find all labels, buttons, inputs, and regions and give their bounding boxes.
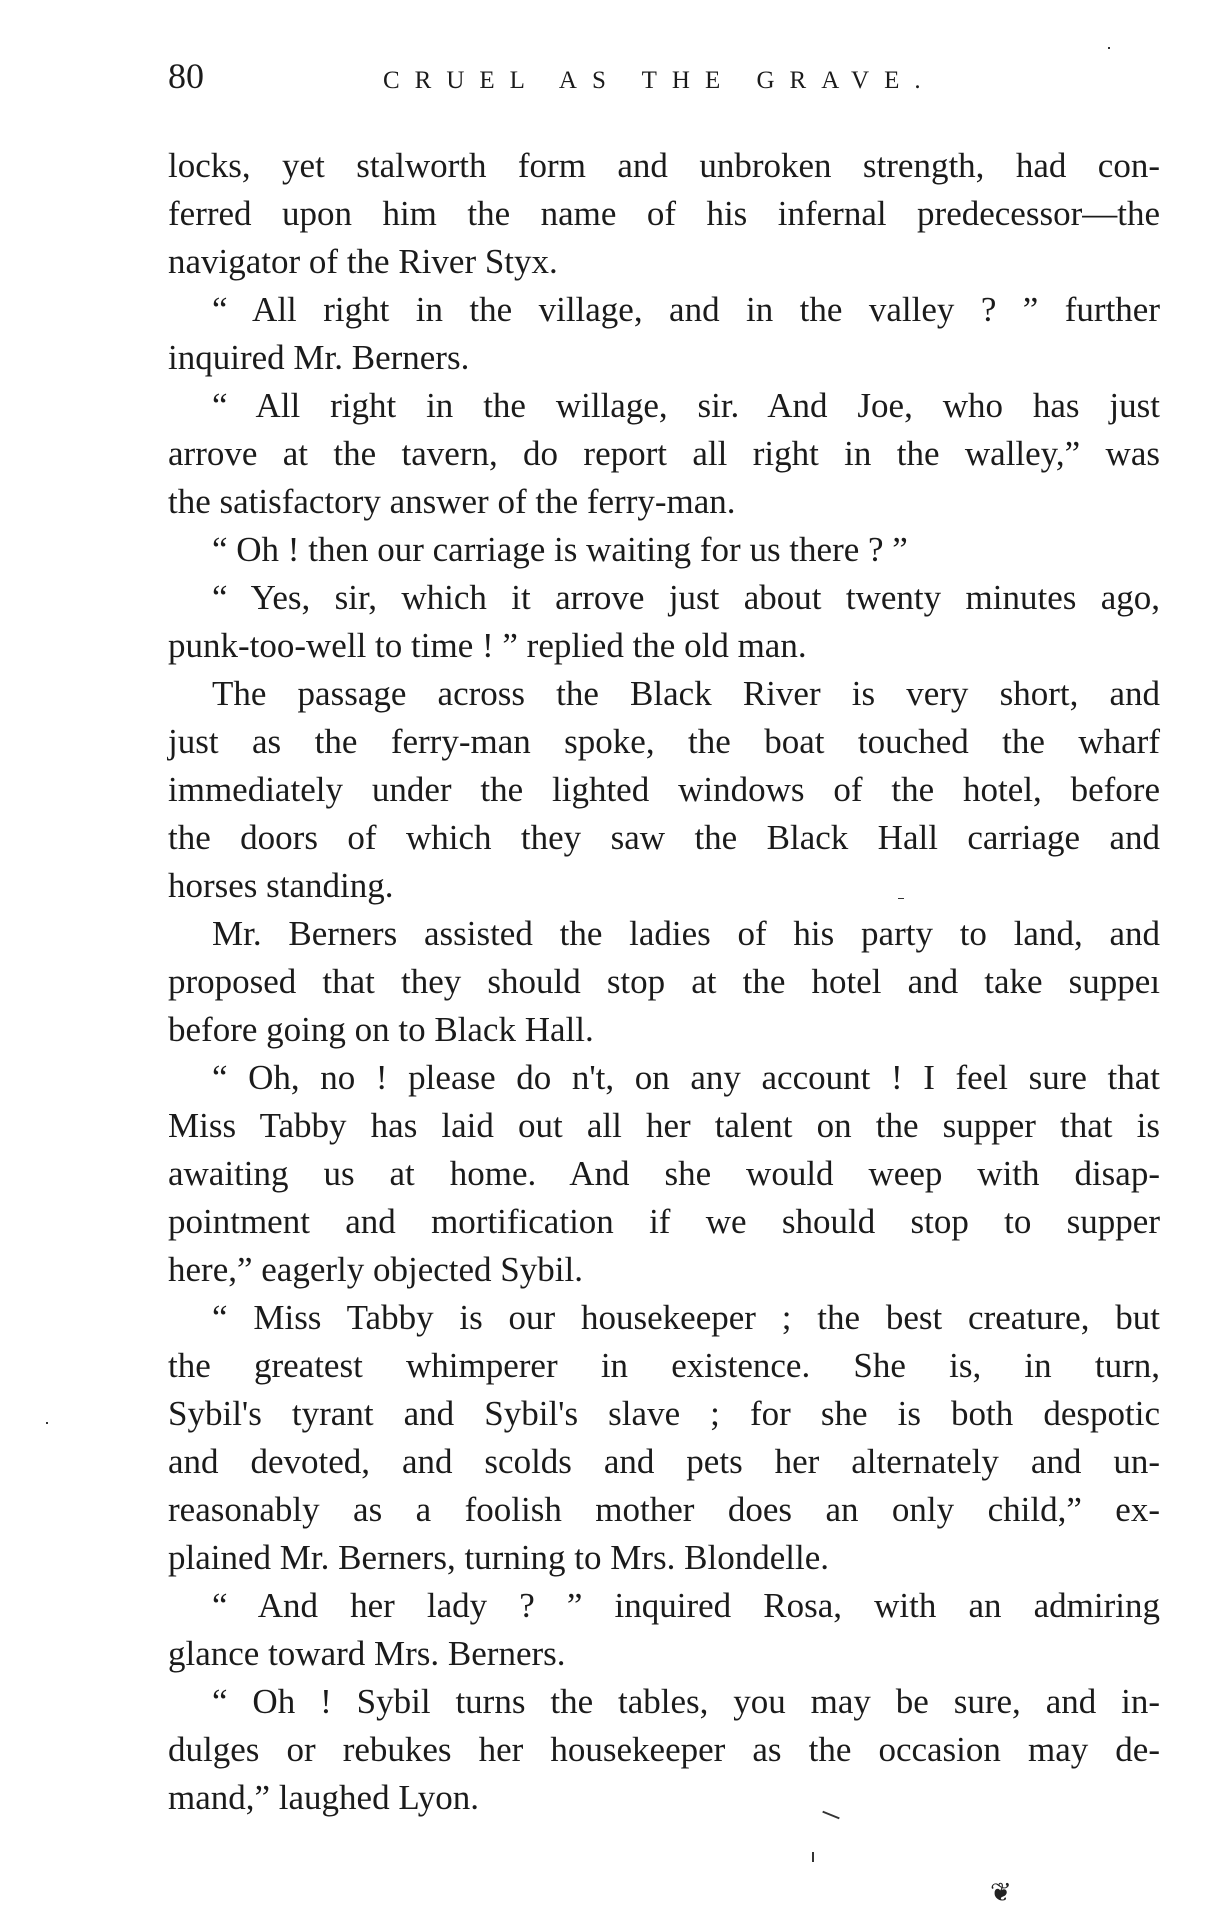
text-line: Sybil's tyrant and Sybil's slave ; for she is both despotic (168, 1394, 1160, 1433)
text-line: “ All right in the willage, sir. And Joe, who has just (212, 386, 1160, 425)
text-line: “ Oh ! then our carriage is waiting for us there ? ” (212, 530, 908, 569)
text-line: punk-too-well to time ! ” replied the old man. (168, 626, 807, 665)
text-line: The passage across the Black River is very short, and (212, 674, 1160, 713)
text-line: “ Oh ! Sybil turns the tables, you may be sure, and in- (212, 1682, 1160, 1721)
text-line: just as the ferry-man spoke, the boat touched the wharf (168, 722, 1160, 761)
text-line: locks, yet stalworth form and unbroken strength, had con- (168, 146, 1160, 185)
text-line: inquired Mr. Berners. (168, 338, 470, 377)
text-line: arrove at the tavern, do report all right in the walley,” was (168, 434, 1160, 473)
text-line: Mr. Berners assisted the ladies of his party to land, and (212, 914, 1160, 953)
text-line: before going on to Black Hall. (168, 1010, 594, 1049)
ink-speck (812, 1852, 814, 1862)
text-line: dulges or rebukes her housekeeper as the occasion may de- (168, 1730, 1160, 1769)
text-line: ferred upon him the name of his infernal predecessor—the (168, 194, 1160, 233)
text-line: “ Yes, sir, which it arrove just about twenty minutes ago, (212, 578, 1160, 617)
text-line: pointment and mortification if we should stop to supper (168, 1202, 1160, 1241)
ink-speck (1108, 47, 1110, 49)
running-title: CRUEL AS THE GRAVE. (383, 67, 936, 94)
text-line: “ Miss Tabby is our housekeeper ; the best creature, but (212, 1298, 1160, 1337)
text-line: navigator of the River Styx. (168, 242, 558, 281)
text-line: glance toward Mrs. Berners. (168, 1634, 566, 1673)
text-line: mand,” laughed Lyon. (168, 1778, 480, 1817)
ink-speck (898, 898, 904, 899)
text-line: here,” eagerly objected Sybil. (168, 1250, 583, 1289)
text-line: horses standing. (168, 866, 394, 905)
page-header (168, 52, 1158, 112)
text-line: plained Mr. Berners, turning to Mrs. Blondelle. (168, 1538, 830, 1577)
text-line: awaiting us at home. And she would weep with disap- (168, 1154, 1160, 1193)
text-line: the greatest whimperer in existence. She is, in turn, (168, 1346, 1160, 1385)
text-line: “ All right in the village, and in the valley ? ” further (212, 290, 1160, 329)
text-line: “ Oh, no ! please do n't, on any account ! I feel sure that (212, 1058, 1160, 1097)
text-line: and devoted, and scolds and pets her alternately and un- (168, 1442, 1160, 1481)
text-line: “ And her lady ? ” inquired Rosa, with an admiring (212, 1586, 1160, 1625)
ornament-icon: ❦ (990, 1878, 1012, 1907)
text-line: Miss Tabby has laid out all her talent on the supper that is (168, 1106, 1160, 1145)
body-text (168, 142, 1160, 1822)
page-number: 80 (168, 56, 204, 96)
text-line: proposed that they should stop at the hotel and take suppeı (168, 962, 1160, 1001)
text-line: reasonably as a foolish mother does an only child,” ex- (168, 1490, 1160, 1529)
ink-speck (46, 1422, 48, 1424)
text-line: immediately under the lighted windows of the hotel, before (168, 770, 1160, 809)
text-line: the satisfactory answer of the ferry-man. (168, 482, 736, 521)
text-line: the doors of which they saw the Black Hall carriage and (168, 818, 1160, 857)
